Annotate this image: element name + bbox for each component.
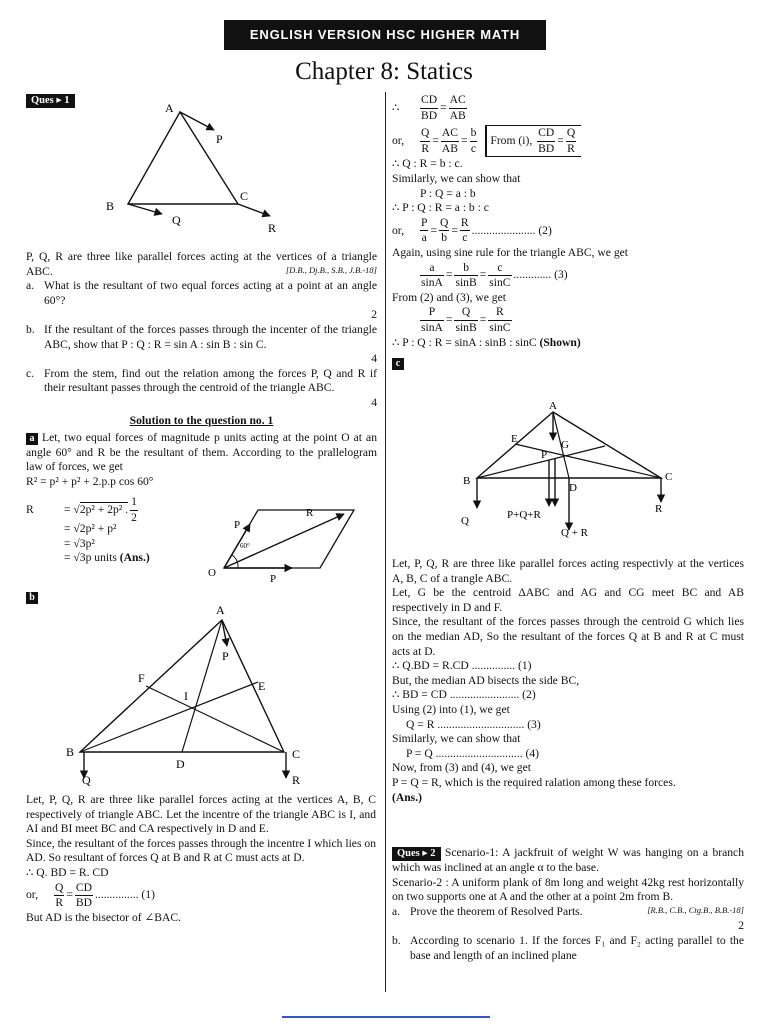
b-label-a: A <box>216 603 225 617</box>
part-c-para6: Similarly, we can show that <box>392 732 521 746</box>
q1-item <box>26 279 377 308</box>
q2-item-text: Prove the theorem of Resolved Parts. <box>410 904 583 918</box>
q2-item-label: a. <box>392 904 401 918</box>
part-a-tag: a <box>26 433 38 445</box>
part-b-tag: b <box>26 592 38 604</box>
q1-items <box>26 279 377 410</box>
part-b-last: But AD is the bisector of ∠BAC. <box>26 910 181 924</box>
r2-pre: or, <box>392 133 405 147</box>
incentre-triangle-diagram <box>60 600 380 788</box>
part-c-ans: (Ans.) <box>392 790 422 804</box>
r9-n3: c <box>488 261 511 277</box>
part-c-eq4: P = Q .............................. (4) <box>406 746 539 760</box>
q2-item <box>392 905 647 920</box>
column-divider <box>385 92 386 992</box>
r9-n1: a <box>420 261 444 277</box>
q1-ref: [D.B., Dj.B., S.B., J.B.-18] <box>285 264 377 275</box>
r9-d3: sinC <box>489 276 511 290</box>
part-a-intro: Let, two equal forces of magnitude p units acting at the point O at an angle 60° and R be the resultant of them. According to the prallelogram law of forces, we get <box>26 431 377 474</box>
q1-item-mark: 4 <box>371 395 377 409</box>
part-c-para2: Let, G be the centroid ΔABC and AG and CG meet BC and AB respectively in D and F. <box>392 586 744 614</box>
r2-d-num: CD <box>537 126 555 142</box>
b-label-b: B <box>66 745 75 759</box>
r11-d1: sinA <box>421 320 443 334</box>
q1-item <box>26 367 377 396</box>
q1-item-label: c. <box>26 366 35 380</box>
part-b-eq2-num: Q <box>54 881 64 897</box>
para-label-angle: 60° <box>240 542 250 550</box>
part-a-line2: = √2p² + p² <box>64 522 117 535</box>
q2-item <box>392 934 744 963</box>
b-label-i: I <box>184 689 188 703</box>
part-c-para4: But, the median AD bisects the side BC, <box>392 673 580 687</box>
b-label-e: E <box>258 679 266 693</box>
q1-stem: P, Q, R are three like parallel forces acting at the vertices of a triangle ABC. <box>26 250 377 278</box>
r2-e-num: Q <box>566 126 576 142</box>
r7-d3: c <box>462 231 468 245</box>
r7-d2: b <box>441 231 448 245</box>
solution-heading: Solution to the question no. 1 <box>129 413 274 427</box>
q1-label-b: B <box>106 199 115 213</box>
q1-label-q: Q <box>172 213 181 227</box>
r9-d2: sinB <box>455 276 477 290</box>
q2-ref: [R.B., C.B., Ctg.B., B.B.-18] <box>647 904 744 915</box>
c-label-e: E <box>511 433 518 445</box>
r7-post: ...................... (2) <box>471 223 552 237</box>
para-label-p-bottom: P <box>270 573 277 585</box>
b-label-f: F <box>138 671 145 685</box>
b-label-q: Q <box>82 773 91 787</box>
part-b-para1: Let, P, Q, R are three like parallel forces acting at the vertices A, B, C respectively of triangle ABC. Let the incentre of the triangle ABC is I, and AI and BI meet BC and CA respectively in D and E. <box>26 793 376 836</box>
part-a-line3: = √3p² <box>64 536 95 550</box>
part-b-eq2-pre: or, <box>26 888 39 902</box>
chapter-title: Chapter 8: Statics <box>295 58 473 85</box>
centroid-triangle-diagram <box>455 398 685 548</box>
c-label-c: C <box>665 471 673 483</box>
r9-post: ............. (3) <box>513 268 568 282</box>
r8: Again, using sine rule for the triangle ABC, we get <box>392 245 629 259</box>
r7-d1: a <box>421 231 427 245</box>
question-2-tag: Ques ▸ 2 <box>392 847 441 861</box>
r1-den2: AB <box>449 108 466 122</box>
part-a-derivation <box>26 494 226 566</box>
r4: Similarly, we can show that <box>392 171 521 185</box>
part-a-line1-expr: 2p² + 2p² . <box>79 503 129 517</box>
part-a-line1-den: 2 <box>131 510 137 524</box>
q1-item <box>26 323 377 352</box>
part-b-para2: Since, the resultant of the forces passes through the incentre I which lies on AD. So resultant of forces Q at B and R at C must acts at D. <box>26 836 376 865</box>
r11-d2: sinB <box>455 320 477 334</box>
part-c-para7: Now, from (3) and (4), we get <box>392 761 531 775</box>
r2-c-den: c <box>470 141 477 155</box>
part-c-para1: Let, P, Q, R are three like parallel forces acting respectivly at the vertices A, B, C of a trangle ABC. <box>392 557 744 585</box>
r3: ∴ Q : R = b : c. <box>392 157 463 171</box>
r2-c-num: b <box>470 126 478 142</box>
q1-label-c: C <box>240 189 249 203</box>
q1-label-a: A <box>165 101 174 115</box>
q1-item-mark: 2 <box>371 308 377 322</box>
q1-triangle-diagram <box>100 98 290 238</box>
part-c-eq1: ∴ Q.BD = R.CD ............... (1) <box>392 659 532 673</box>
part-b-eq2-num2: CD <box>75 881 93 897</box>
r10: From (2) and (3), we get <box>392 290 506 304</box>
q2-scenario1: Scenario-1: A jackfruit of weight W was hanging on a branch which was inclined at an angle α to the base. <box>392 846 744 874</box>
part-c-para5: Using (2) into (1), we get <box>392 702 510 716</box>
part-b-eq1: ∴ Q. BD = R. CD <box>26 865 109 879</box>
q1-label-r: R <box>268 221 277 235</box>
c-label-p: P <box>541 449 548 461</box>
q2-item-mark: 2 <box>738 919 744 933</box>
parallelogram-diagram <box>204 500 364 585</box>
question-1-tag: Ques ▸ 1 <box>26 94 75 108</box>
q1-block <box>26 250 377 490</box>
r2-e-den: R <box>567 141 575 155</box>
q2-item-label: b. <box>392 933 401 947</box>
r11-n3: R <box>488 305 511 321</box>
part-c-text <box>392 557 744 805</box>
r5: P : Q = a : b <box>420 186 476 200</box>
r7-n1: P <box>420 216 428 232</box>
footer-link-underline[interactable] <box>282 1016 490 1018</box>
c-label-pqr: P+Q+R <box>507 509 541 521</box>
part-c-para3: Since, the resultant of the forces passes through the centroid G which lies on the median AD, So the resultant of the forces Q at B and R at C must acts at D. <box>392 615 744 658</box>
r2-d-den: BD <box>538 141 555 155</box>
c-label-q: Q <box>461 515 469 527</box>
q1-item-label: b. <box>26 322 35 336</box>
q1-item-mark: 4 <box>371 352 377 366</box>
para-label-r: R <box>306 507 314 519</box>
part-b-eq2-den2: BD <box>75 896 93 910</box>
r1-pre: ∴ <box>392 100 400 114</box>
part-b-tag-wrap <box>26 590 42 605</box>
q1-label-p: P <box>216 132 223 146</box>
r7-n3: R <box>460 216 470 232</box>
c-label-qr: Q + R <box>561 527 588 539</box>
part-a-eq1: R² = p² + p² + 2.p.p cos 60° <box>26 474 154 488</box>
q2-scenario2: Scenario-2 : A uniform plank of 8m long and weight 42kg rest horizontally on two supports one at A and the other at a point 2m from B. <box>392 875 744 904</box>
b-label-p: P <box>222 649 229 663</box>
b-label-c: C <box>292 747 301 761</box>
part-a-line1-pre: = √ <box>64 502 80 516</box>
b-label-d: D <box>176 757 185 771</box>
r2-from: From (i), <box>490 133 533 147</box>
c-label-d: D <box>569 482 577 494</box>
r1-den: BD <box>421 108 438 122</box>
c-label-g: G <box>561 439 569 451</box>
part-b-eq2-post: ............... (1) <box>95 888 155 902</box>
part-c-para8: P = Q = R, which is the required ralation among these forces. <box>392 775 676 789</box>
q1-item-label: a. <box>26 279 35 293</box>
part-b-text: Let, P, Q, R are three like parallel forces acting at the vertices A, B, C respectively of triangle ABC. Let the incentre of the triangle ABC is I, and AI and BI meet BC and CA respectively in D and E. Since, the resultant of the forces passes through the incentre I which lies on AD. So resultant of forces Q at B and R at C must acts at D. ∴ Q. BD = R. CD or, $\frac{Q}{R}$ = $\frac{CD}{BD}$ ............... (1) But AD is the bisector of ∠BAC. <box>26 793 376 924</box>
para-label-o: O <box>208 567 216 579</box>
r2-b-den: AB <box>441 141 459 155</box>
r2-a-den: R <box>421 141 430 155</box>
r7-n2: Q <box>439 216 449 232</box>
q2-item-text: According to scenario 1. If the forces F₁ and F₂ acting parallel to the base and length of an inclined plane <box>410 933 744 962</box>
q1-item-text: If the resultant of the forces passes through the incenter of the triangle ABC, show that P : Q : R = sin A : sin B : sin C. <box>44 322 377 351</box>
r2-bracket: From (i), $\frac{CD}{BD}$ = $\frac{Q}{R}$ <box>485 125 581 157</box>
part-c-eq2: ∴ BD = CD ........................ (2) <box>392 688 536 702</box>
header-banner: ENGLISH VERSION HSC HIGHER MATH <box>224 20 546 50</box>
r9-d1: sinA <box>421 276 443 290</box>
part-a-line4: = √3p units <box>64 551 117 565</box>
r2-a-num: Q <box>420 126 430 142</box>
r7-pre: or, <box>392 223 405 237</box>
part-c-eq3: Q = R .............................. (3) <box>406 717 541 731</box>
part-a-r-label: R <box>26 502 34 516</box>
r11-n1: P <box>420 305 444 321</box>
q2-block <box>392 846 744 963</box>
part-a-ans: (Ans.) <box>119 551 150 565</box>
r1-num2: AC <box>449 93 467 109</box>
r2-b-num: AC <box>441 126 459 142</box>
r1-num: CD <box>420 93 438 109</box>
c-label-r: R <box>655 503 663 515</box>
c-label-b: B <box>463 475 471 487</box>
q1-item-text: From the stem, find out the relation among the forces P, Q and R if their resultant passes through the centroid of the triangle ABC. <box>44 366 377 395</box>
part-c-tag: c <box>392 358 404 370</box>
para-label-p-top: P <box>234 519 241 531</box>
q1-item-text: What is the resultant of two equal forces acting at a point at an angle 60°? <box>44 279 377 307</box>
part-b-eq2-den: R <box>55 896 64 910</box>
b-label-r: R <box>292 773 301 787</box>
r6: ∴ P : Q : R = a : b : c <box>392 201 489 215</box>
r11-n2: Q <box>454 305 477 321</box>
r11-d3: sinC <box>489 320 511 334</box>
c-label-a: A <box>549 400 557 412</box>
part-a-line1-num: 1 <box>130 495 138 511</box>
r12: ∴ P : Q : R = sinA : sinB : sinC <box>392 335 537 349</box>
r9-n2: b <box>454 261 477 277</box>
r12-shown: (Shown) <box>539 335 581 349</box>
right-column-derivation: ∴ $\frac{CD}{BD}$ = $\frac{AC}{AB}$ or, $\frac{Q}{R}$ = $\frac{AC}{AB}$ = $\frac{b}{c}$ From (i), $\frac{CD}{BD}$ = $\frac{Q}{R}$ ∴ Q : R = b : c. Similarly, we can show that P : Q = a : b ∴ P : Q : R = a : b : c or, $\frac{P}{a}$ = $\frac{Q}{b}$ = $\frac{R}{c}$ ...................... (2) Again, using sine rule for the triangle ABC, we get $\frac{a}{\sin A}$ = $\frac{b}{\sin B}$ = $\frac{c}{\sin C}$ ............. (3) From (2) and (3), we get $\frac{P}{\sin A}$ = $\frac{Q}{\sin B}$ = $\frac{R}{\sin C}$ ∴ P : Q : R = sinA : sinB : sinC (Shown) c <box>392 93 744 371</box>
